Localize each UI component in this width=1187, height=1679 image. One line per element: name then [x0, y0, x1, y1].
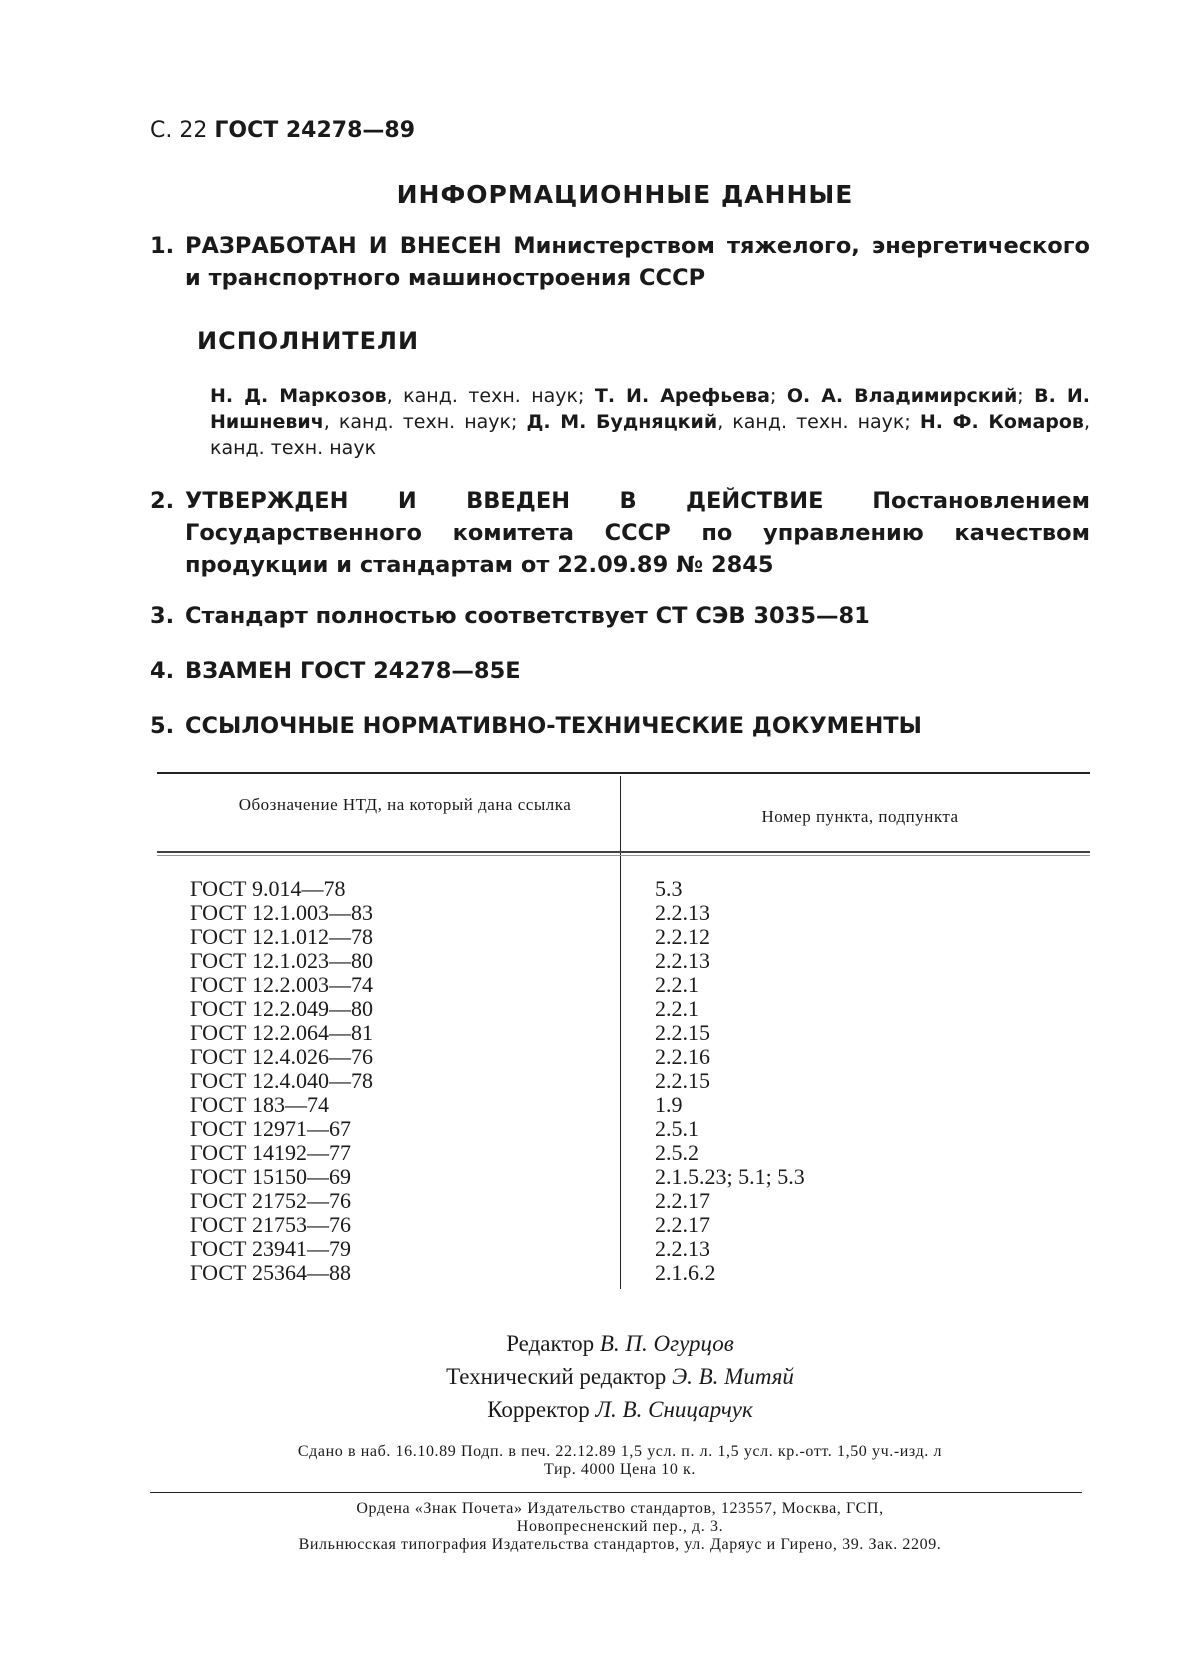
table-cell-clause: 2.2.1 [655, 996, 699, 1021]
table-header-clause: Номер пункта, подпункта [761, 807, 959, 826]
info-item-2 [150, 485, 1090, 581]
imprint-line: Сдано в наб. 16.10.89 Подп. в печ. 22.12.89 1,5 усл. п. л. 1,5 усл. кр.-отт. 1,50 уч.-изд. л [297, 1443, 943, 1460]
table-column-clauses [655, 877, 805, 1285]
executor-name: Т. И. Арефьева [594, 385, 770, 407]
executor-name: В. И. Нишневич [210, 385, 1090, 433]
credit-person: Э. В. Митяй [672, 1364, 794, 1389]
executor-title: , канд. техн. наук; [323, 411, 527, 433]
executor-name: Н. Д. Маркозов [210, 385, 387, 407]
item-number: 2. [150, 488, 175, 514]
item-number: 4. [150, 658, 175, 684]
table-cell-document: ГОСТ 12.4.040—78 [190, 1068, 373, 1093]
table-cell-document: ГОСТ 12.2.064—81 [190, 1020, 373, 1045]
document-id: ГОСТ 24278—89 [214, 118, 416, 143]
table-header-rule [157, 851, 1090, 853]
credit-role: Технический редактор [446, 1364, 667, 1389]
info-item-4 [150, 655, 1090, 687]
item-number: 3. [150, 603, 175, 629]
table-cell-document: ГОСТ 23941—79 [190, 1236, 351, 1261]
table-cell-clause: 2.2.1 [655, 972, 699, 997]
info-item-5 [150, 710, 1090, 742]
executor-name: Н. Ф. Комаров [919, 411, 1084, 433]
item-lead: ССЫЛОЧНЫЕ НОРМАТИВНО-ТЕХНИЧЕСКИЕ ДОКУМЕНТЫ [185, 713, 922, 739]
table-cell-document: ГОСТ 12.1.012—78 [190, 924, 373, 949]
table-cell-clause: 2.2.15 [655, 1068, 710, 1093]
table-cell-clause: 2.2.13 [655, 948, 710, 973]
table-cell-document: ГОСТ 21753—76 [190, 1212, 351, 1237]
table-cell-clause: 2.5.2 [655, 1140, 699, 1165]
table-cell-document: ГОСТ 14192—77 [190, 1140, 351, 1165]
publisher-line: Новопресненский пер., д. 3. [516, 1518, 724, 1535]
table-cell-document: ГОСТ 21752—76 [190, 1188, 351, 1213]
credit-proofreader [150, 1393, 1090, 1426]
table-cell-clause: 2.2.17 [655, 1188, 710, 1213]
executor-title: , канд. техн. наук [210, 411, 1090, 459]
credit-person: В. П. Огурцов [599, 1331, 734, 1356]
info-item-1 [150, 230, 1090, 294]
table-cell-clause: 2.2.12 [655, 924, 710, 949]
table-cell-clause: 5.3 [655, 876, 683, 901]
imprint-publisher [150, 1500, 1090, 1554]
credit-role: Редактор [506, 1331, 595, 1356]
imprint-rule [150, 1492, 1082, 1493]
table-cell-document: ГОСТ 12971—67 [190, 1116, 351, 1141]
table-cell-document: ГОСТ 12.2.049—80 [190, 996, 373, 1021]
executors-heading: ИСПОЛНИТЕЛИ [197, 327, 420, 355]
table-cell-document: ГОСТ 15150—69 [190, 1164, 351, 1189]
table-cell-document: ГОСТ 9.014—78 [190, 876, 346, 901]
table-cell-document: ГОСТ 12.1.003—83 [190, 900, 373, 925]
item-lead: РАЗРАБОТАН И ВНЕСЕН [185, 233, 502, 259]
executor-title: ; [1017, 385, 1035, 407]
table-cell-clause: 2.2.16 [655, 1044, 710, 1069]
info-item-3 [150, 600, 1090, 632]
item-lead: ВЗАМЕН ГОСТ 24278—85Е [185, 658, 521, 684]
table-cell-clause: 2.2.15 [655, 1020, 710, 1045]
executors-list [210, 383, 1090, 461]
printer-line: Вильнюсская типография Издательства стандартов, ул. Даряус и Гирено, 39. Зак. 2209. [298, 1536, 942, 1553]
table-top-rule [157, 772, 1090, 774]
item-number: 5. [150, 713, 175, 739]
executor-name: О. А. Владимирский [786, 385, 1018, 407]
executor-name: Д. М. Будняцкий [526, 411, 718, 433]
table-header-rule-thin [157, 855, 1090, 856]
table-cell-clause: 1.9 [655, 1092, 683, 1117]
table-cell-document: ГОСТ 12.4.026—76 [190, 1044, 373, 1069]
item-text: Стандарт полностью соответствует СТ СЭВ 3035—81 [185, 603, 870, 629]
table-cell-clause: 2.2.17 [655, 1212, 710, 1237]
table-cell-clause: 2.1.5.23; 5.1; 5.3 [655, 1164, 805, 1189]
table-cell-document: ГОСТ 183—74 [190, 1092, 329, 1117]
table-cell-clause: 2.1.6.2 [655, 1260, 716, 1285]
credit-editor [150, 1327, 1090, 1360]
table-cell-document: ГОСТ 12.2.003—74 [190, 972, 373, 997]
table-cell-document: ГОСТ 25364—88 [190, 1260, 351, 1285]
item-number: 1. [150, 233, 175, 259]
table-header-document: Обозначение НТД, на который дана ссылка [238, 795, 572, 814]
executor-title: , канд. техн. наук; [386, 385, 595, 407]
table-cell-document: ГОСТ 12.1.023—80 [190, 948, 373, 973]
executor-title: , канд. техн. наук; [717, 411, 920, 433]
credit-person: Л. В. Сницарчук [595, 1397, 753, 1422]
executor-title: ; [769, 385, 787, 407]
editorial-credits [150, 1327, 1090, 1426]
item-text: Постановлением Государственного комитета СССР по управлению качеством продукции и стандартам от 22.09.89 № 2845 [185, 488, 1090, 578]
item-text: Министерством тяжелого, энергетического и транспортного машиностроения СССР [185, 233, 1090, 291]
table-cell-clause: 2.5.1 [655, 1116, 699, 1141]
table-column-documents [190, 877, 373, 1285]
publisher-line: Ордена «Знак Почета» Издательство стандартов, 123557, Москва, ГСП, [356, 1500, 884, 1517]
page-number: С. 22 [150, 118, 208, 143]
imprint-line: Тир. 4000 Цена 10 к. [543, 1461, 697, 1478]
item-lead: УТВЕРЖДЕН И ВВЕДЕН В ДЕЙСТВИЕ [185, 488, 824, 514]
table-cell-clause: 2.2.13 [655, 1236, 710, 1261]
table-cell-clause: 2.2.13 [655, 900, 710, 925]
page-title: ИНФОРМАЦИОННЫЕ ДАННЫЕ [396, 180, 854, 209]
credit-tech-editor [150, 1360, 1090, 1393]
credit-role: Корректор [487, 1397, 590, 1422]
page-header [150, 118, 415, 143]
imprint-print-data [150, 1443, 1090, 1479]
